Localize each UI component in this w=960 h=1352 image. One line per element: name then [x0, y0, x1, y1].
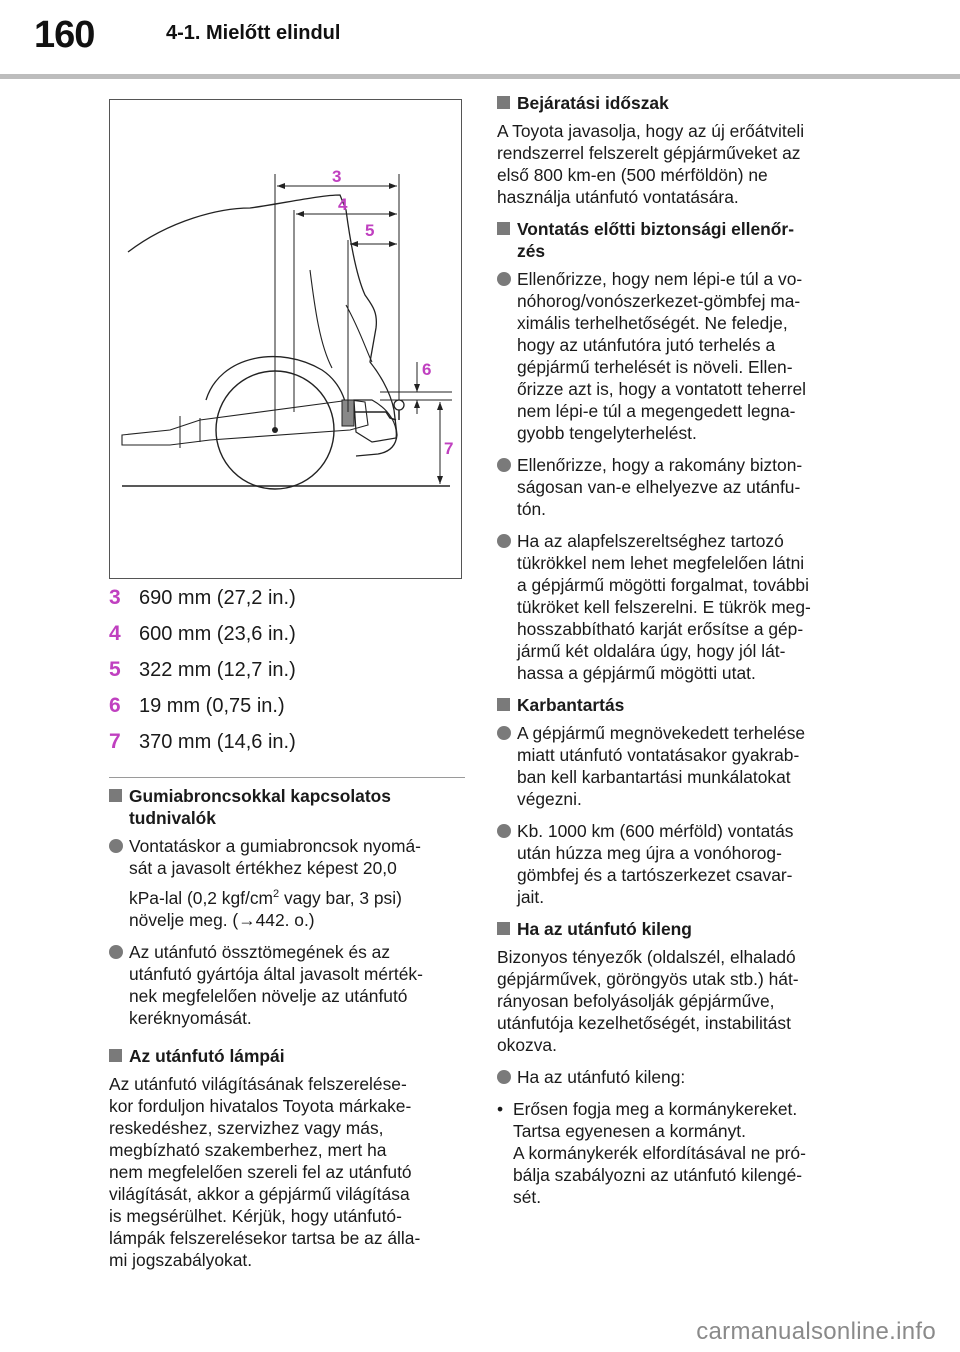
- left-column: [109, 785, 465, 1281]
- tires-heading: [109, 785, 465, 829]
- square-bullet-icon: [497, 698, 510, 711]
- vehicle-rear-diagram: [110, 100, 461, 578]
- figure-label-6: 6: [422, 360, 432, 379]
- text-line: növelje meg. (→442. o.): [129, 909, 315, 930]
- bullet-item: Ellenőrizze, hogy a rakomány bizton- ságosan van-e elhelyezve az utánfu- tón.: [497, 454, 859, 520]
- chassis: [122, 400, 368, 445]
- figure-label-5: 5: [365, 221, 375, 240]
- round-bullet-icon: [497, 534, 511, 548]
- figure-label-7: 7: [444, 439, 454, 458]
- round-bullet-icon: [497, 824, 511, 838]
- breakin-paragraph: A Toyota javasolja, hogy az új erőátviteli rendszerrel felszerelt gépjárműveket az első 800 km-en (500 mérföldön) ne használja utánfutó vontatására.: [497, 121, 805, 207]
- callout-item: [109, 730, 464, 766]
- callout-number: 3: [109, 586, 121, 609]
- safety-heading: Vontatás előtti biztonsági ellenőr- zés: [497, 218, 859, 262]
- figure-label-3: 3: [332, 167, 342, 186]
- round-bullet-icon: [109, 839, 123, 853]
- bumper: [354, 400, 396, 442]
- bullet-item: A gépjármű megnövekedett terhelése miatt utánfutó vontatásakor gyakrab- ban kell karbantartási munkálatokat végezni.: [497, 722, 859, 810]
- towing-dimension-figure: [109, 99, 462, 579]
- callout-item: [109, 694, 464, 730]
- dimension-callouts: [109, 586, 464, 766]
- maintenance-heading: Karbantartás: [497, 694, 859, 716]
- sway-paragraph: Bizonyos tényezők (oldalszél, elhaladó gépjárművek, göröngyös utak stb.) hát- rányosan befolyásolják gépjárműve, utánfutója kezelhetőségét, instabilitást okozva.: [497, 947, 799, 1055]
- callout-value: 690 mm (27,2 in.): [139, 587, 296, 609]
- bullet-item: Kb. 1000 km (600 mérföld) vontatás után húzza meg újra a vonóhorog- gömbfej és a tartószerkezet csavar- jait.: [497, 820, 859, 908]
- round-bullet-icon: [109, 945, 123, 959]
- callout-item: [109, 586, 464, 622]
- bullet-item: Ha az alapfelszereltséghez tartozó tükrökkel nem lehet megfelelően látni a gépjármű mögötti forgalmat, további tükröket kell felszerelni. E tükrök meg- hosszabbítható karját erősítse a gép- jármű két oldalára úgy, hogy jól lát- hassa a gépjármű mögötti utat.: [497, 530, 859, 684]
- sub-bullet-list: • Erősen fogja meg a kormánykereket. Tartsa egyenesen a kormányt. A kormánykerék elfordításával ne pró- bálja szabályozni az utánfutó kilengé- sét.: [497, 1099, 806, 1207]
- text-line: Vontatáskor a gumiabroncsok nyomá-: [129, 836, 421, 856]
- round-bullet-icon: [497, 1070, 511, 1084]
- text-line: kPa-lal (0,2 kgf/$cm^2$ vagy bar, 3 psi): [129, 887, 402, 908]
- bullet-item: [109, 941, 465, 1029]
- round-bullet-icon: [497, 272, 511, 286]
- callout-value: 370 mm (14,6 in.): [139, 731, 296, 753]
- square-bullet-icon: [497, 222, 510, 235]
- callout-number: 7: [109, 730, 121, 753]
- figure-label-4: 4: [338, 195, 348, 214]
- heading-line: tudnivalók: [129, 808, 216, 828]
- callout-value: 19 mm (0,75 in.): [139, 695, 285, 717]
- square-bullet-icon: [109, 789, 122, 802]
- section-divider: [109, 777, 465, 778]
- square-bullet-icon: [497, 922, 510, 935]
- right-column: [497, 92, 859, 1208]
- text-line: Az utánfutó össztömegének és az: [129, 941, 391, 962]
- page-number: 160: [34, 14, 95, 56]
- text-line: sát a javasolt értékhez képest 20,0: [129, 858, 397, 878]
- callout-number: 4: [109, 622, 121, 645]
- heading-line: Gumiabroncsokkal kapcsolatos: [129, 786, 391, 806]
- lamps-heading: [109, 1045, 465, 1067]
- bullet-item: Ellenőrizze, hogy nem lépi-e túl a vo- nóhorog/vonószerkezet-gömbfej ma- ximális terhelhetőségét. Ne feledje, hogy az utánfutóra jutó terhelés a gépjármű terhelését is növeli. Ellen- őrizze azt is, hogy a vontatott teherrel nem lépi-e túl a megengedett legna- gyobb tengelyterhelést.: [497, 268, 859, 444]
- callout-number: 6: [109, 694, 121, 717]
- callout-item: [109, 658, 464, 694]
- breakin-heading: Bejáratási időszak: [497, 92, 859, 114]
- round-bullet-icon: [497, 458, 511, 472]
- hitch-ball: [394, 400, 404, 410]
- header-divider: [0, 74, 960, 79]
- text-line: nek megfelelően növelje az utánfutó: [129, 985, 408, 1006]
- callout-number: 5: [109, 658, 121, 681]
- page-header: [0, 0, 960, 80]
- lamps-paragraph: Az utánfutó világításának felszerelése- kor forduljon hivatalos Toyota márkake- reskedéshez, szervizhez vagy más, megbízható szakemberhez, mert ha nem megfelelően szereli fel az utánfutó világítását, akkor a gépjármű világítása is megsérülhet. Kérjük, hogy utánfutó- lámpák felszerelésekor tartsa be az álla- mi jogszabályokat.: [109, 1073, 421, 1270]
- small-bullet-icon: •: [497, 1099, 504, 1119]
- text-line: keréknyomását.: [129, 1007, 252, 1028]
- sway-heading: Ha az utánfutó kileng: [497, 918, 859, 940]
- wheel-arch: [206, 357, 348, 415]
- callout-item: [109, 622, 464, 658]
- watermark: carmanualsonline.info: [696, 1318, 936, 1345]
- bullet-item: Ha az utánfutó kileng:: [497, 1066, 859, 1088]
- bullet-item: [109, 835, 465, 931]
- section-title: 4-1. Mielőtt elindul: [166, 22, 341, 44]
- callout-value: 322 mm (12,7 in.): [139, 659, 296, 681]
- heading-line: Az utánfutó lámpái: [129, 1045, 285, 1066]
- square-bullet-icon: [109, 1049, 122, 1062]
- text-line: utánfutó gyártója által javasolt mérték-: [129, 963, 423, 984]
- square-bullet-icon: [497, 96, 510, 109]
- callout-value: 600 mm (23,6 in.): [139, 623, 296, 645]
- round-bullet-icon: [497, 726, 511, 740]
